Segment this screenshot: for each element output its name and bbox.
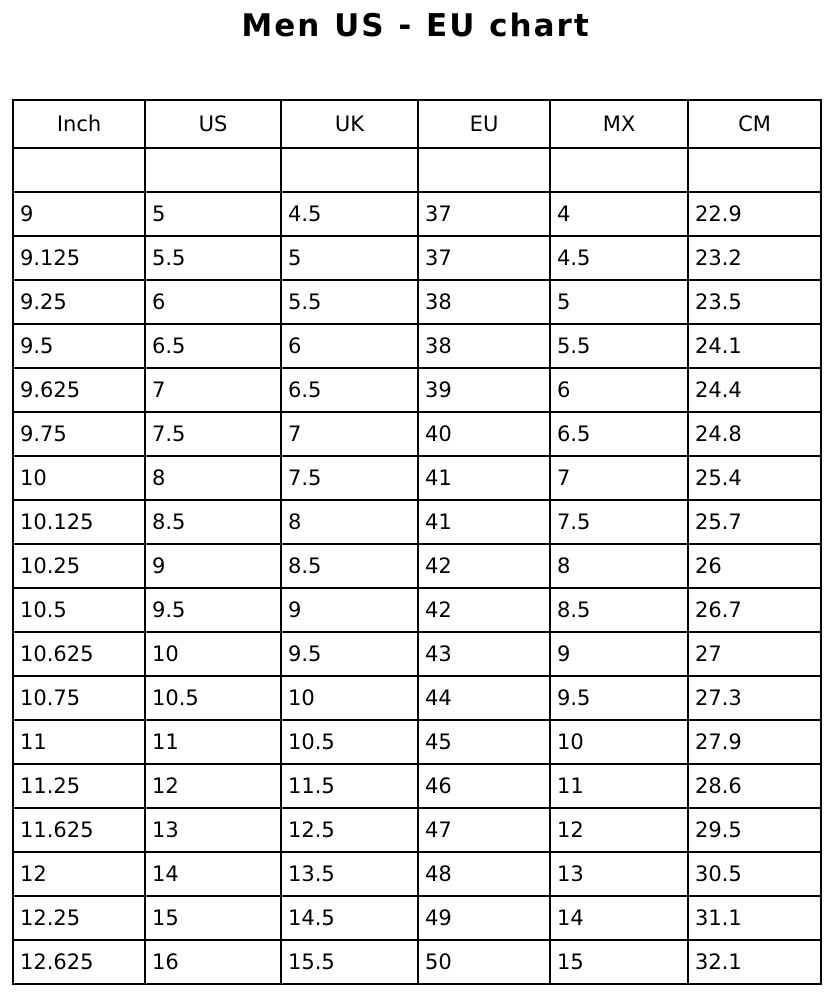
table-row bbox=[13, 192, 821, 236]
table-cell-cm: 24.1 bbox=[688, 324, 821, 368]
table-cell-inch: 11.625 bbox=[13, 808, 145, 852]
table-body bbox=[13, 148, 821, 984]
table-row bbox=[13, 236, 821, 280]
table-cell-eu: 41 bbox=[418, 456, 550, 500]
table-cell-uk: 8 bbox=[281, 500, 418, 544]
table-row bbox=[13, 544, 821, 588]
table-cell-cm: 27.9 bbox=[688, 720, 821, 764]
table-cell-us: 11 bbox=[145, 720, 281, 764]
table-cell-cm: 28.6 bbox=[688, 764, 821, 808]
table-row bbox=[13, 896, 821, 940]
table-cell-cm: 27.3 bbox=[688, 676, 821, 720]
table-cell-cm: 26.7 bbox=[688, 588, 821, 632]
table-row bbox=[13, 500, 821, 544]
table-cell-cm: 31.1 bbox=[688, 896, 821, 940]
column-header-us: US bbox=[145, 100, 281, 148]
page-title: Men US - EU chart bbox=[241, 8, 591, 44]
table-cell-inch: 12.625 bbox=[13, 940, 145, 984]
table-cell-inch: 10.25 bbox=[13, 544, 145, 588]
table-cell-mx: 5 bbox=[550, 280, 688, 324]
table-cell-mx: 10 bbox=[550, 720, 688, 764]
table-cell-cm: 30.5 bbox=[688, 852, 821, 896]
table-cell-eu: 42 bbox=[418, 588, 550, 632]
table-cell-mx: 12 bbox=[550, 808, 688, 852]
table-cell-eu: 46 bbox=[418, 764, 550, 808]
table-cell-cm: 24.8 bbox=[688, 412, 821, 456]
table-cell-cm: 32.1 bbox=[688, 940, 821, 984]
table-cell-eu: 38 bbox=[418, 324, 550, 368]
table-row bbox=[13, 632, 821, 676]
table-cell-uk: 6.5 bbox=[281, 368, 418, 412]
table-cell-mx: 8 bbox=[550, 544, 688, 588]
table-cell-us: 10 bbox=[145, 632, 281, 676]
column-header-uk: UK bbox=[281, 100, 418, 148]
table-cell-us: 13 bbox=[145, 808, 281, 852]
table-cell-inch: 10.75 bbox=[13, 676, 145, 720]
table-cell-us: 9 bbox=[145, 544, 281, 588]
table-cell-inch: 9.25 bbox=[13, 280, 145, 324]
table-row bbox=[13, 940, 821, 984]
table-cell-inch: 9 bbox=[13, 192, 145, 236]
table-row bbox=[13, 588, 821, 632]
table-cell-inch: 10 bbox=[13, 456, 145, 500]
table-cell-cm: 23.2 bbox=[688, 236, 821, 280]
table-cell-uk: 13.5 bbox=[281, 852, 418, 896]
table-row bbox=[13, 808, 821, 852]
table-cell-eu: 43 bbox=[418, 632, 550, 676]
table-cell-mx: 13 bbox=[550, 852, 688, 896]
table-cell-inch: 9.75 bbox=[13, 412, 145, 456]
column-header-eu: EU bbox=[418, 100, 550, 148]
table-cell-cm: 27 bbox=[688, 632, 821, 676]
table-cell-uk: 5 bbox=[281, 236, 418, 280]
table-cell-us: 5 bbox=[145, 192, 281, 236]
table-cell-inch: 10.125 bbox=[13, 500, 145, 544]
table-row bbox=[13, 720, 821, 764]
table-cell-uk: 11.5 bbox=[281, 764, 418, 808]
table-cell-eu: 50 bbox=[418, 940, 550, 984]
table-cell-eu: 39 bbox=[418, 368, 550, 412]
table-row bbox=[13, 852, 821, 896]
table-cell-uk: 7.5 bbox=[281, 456, 418, 500]
table-cell-blank bbox=[418, 148, 550, 192]
table-cell-mx: 14 bbox=[550, 896, 688, 940]
table-cell-mx: 4 bbox=[550, 192, 688, 236]
header-row bbox=[13, 100, 821, 148]
column-header-inch: Inch bbox=[13, 100, 145, 148]
table-cell-blank bbox=[688, 148, 821, 192]
table-cell-us: 8 bbox=[145, 456, 281, 500]
size-chart-table-wrapper bbox=[12, 99, 820, 985]
table-cell-inch: 10.5 bbox=[13, 588, 145, 632]
table-cell-us: 14 bbox=[145, 852, 281, 896]
table-cell-us: 7.5 bbox=[145, 412, 281, 456]
table-cell-uk: 10 bbox=[281, 676, 418, 720]
table-cell-uk: 8.5 bbox=[281, 544, 418, 588]
table-cell-eu: 44 bbox=[418, 676, 550, 720]
table-cell-us: 7 bbox=[145, 368, 281, 412]
size-chart-table bbox=[12, 99, 822, 985]
table-cell-eu: 48 bbox=[418, 852, 550, 896]
table-cell-inch: 11.25 bbox=[13, 764, 145, 808]
table-cell-us: 5.5 bbox=[145, 236, 281, 280]
table-cell-mx: 11 bbox=[550, 764, 688, 808]
table-cell-mx: 15 bbox=[550, 940, 688, 984]
table-cell-eu: 49 bbox=[418, 896, 550, 940]
table-cell-blank bbox=[13, 148, 145, 192]
table-cell-eu: 38 bbox=[418, 280, 550, 324]
table-cell-inch: 12 bbox=[13, 852, 145, 896]
table-cell-mx: 7.5 bbox=[550, 500, 688, 544]
table-cell-inch: 9.5 bbox=[13, 324, 145, 368]
table-cell-cm: 22.9 bbox=[688, 192, 821, 236]
table-cell-mx: 6.5 bbox=[550, 412, 688, 456]
table-cell-inch: 11 bbox=[13, 720, 145, 764]
table-cell-inch: 9.125 bbox=[13, 236, 145, 280]
table-cell-us: 12 bbox=[145, 764, 281, 808]
table-cell-uk: 7 bbox=[281, 412, 418, 456]
table-cell-uk: 12.5 bbox=[281, 808, 418, 852]
table-spacer-row bbox=[13, 148, 821, 192]
table-cell-uk: 9 bbox=[281, 588, 418, 632]
table-cell-cm: 26 bbox=[688, 544, 821, 588]
table-cell-us: 16 bbox=[145, 940, 281, 984]
table-cell-uk: 10.5 bbox=[281, 720, 418, 764]
table-cell-cm: 25.4 bbox=[688, 456, 821, 500]
table-cell-uk: 9.5 bbox=[281, 632, 418, 676]
table-cell-eu: 47 bbox=[418, 808, 550, 852]
table-cell-cm: 25.7 bbox=[688, 500, 821, 544]
table-cell-us: 8.5 bbox=[145, 500, 281, 544]
table-cell-blank bbox=[145, 148, 281, 192]
column-header-cm: CM bbox=[688, 100, 821, 148]
table-cell-mx: 7 bbox=[550, 456, 688, 500]
table-cell-mx: 9 bbox=[550, 632, 688, 676]
table-cell-mx: 8.5 bbox=[550, 588, 688, 632]
table-cell-mx: 5.5 bbox=[550, 324, 688, 368]
table-cell-us: 6.5 bbox=[145, 324, 281, 368]
table-cell-cm: 29.5 bbox=[688, 808, 821, 852]
table-cell-eu: 42 bbox=[418, 544, 550, 588]
table-cell-us: 10.5 bbox=[145, 676, 281, 720]
table-cell-eu: 41 bbox=[418, 500, 550, 544]
table-cell-mx: 9.5 bbox=[550, 676, 688, 720]
table-cell-uk: 14.5 bbox=[281, 896, 418, 940]
table-cell-cm: 23.5 bbox=[688, 280, 821, 324]
table-cell-us: 15 bbox=[145, 896, 281, 940]
table-cell-inch: 10.625 bbox=[13, 632, 145, 676]
table-cell-mx: 6 bbox=[550, 368, 688, 412]
table-cell-inch: 9.625 bbox=[13, 368, 145, 412]
table-cell-eu: 37 bbox=[418, 192, 550, 236]
column-header-mx: MX bbox=[550, 100, 688, 148]
table-row bbox=[13, 456, 821, 500]
table-cell-cm: 24.4 bbox=[688, 368, 821, 412]
table-cell-blank bbox=[550, 148, 688, 192]
table-cell-inch: 12.25 bbox=[13, 896, 145, 940]
table-cell-mx: 4.5 bbox=[550, 236, 688, 280]
table-cell-eu: 45 bbox=[418, 720, 550, 764]
table-cell-eu: 40 bbox=[418, 412, 550, 456]
table-row bbox=[13, 280, 821, 324]
table-row bbox=[13, 764, 821, 808]
table-cell-uk: 15.5 bbox=[281, 940, 418, 984]
table-cell-blank bbox=[281, 148, 418, 192]
table-cell-uk: 5.5 bbox=[281, 280, 418, 324]
table-cell-eu: 37 bbox=[418, 236, 550, 280]
table-cell-us: 6 bbox=[145, 280, 281, 324]
table-row bbox=[13, 676, 821, 720]
table-row bbox=[13, 368, 821, 412]
table-row bbox=[13, 412, 821, 456]
table-cell-uk: 4.5 bbox=[281, 192, 418, 236]
table-cell-uk: 6 bbox=[281, 324, 418, 368]
table-cell-us: 9.5 bbox=[145, 588, 281, 632]
table-header bbox=[13, 100, 821, 148]
table-row bbox=[13, 324, 821, 368]
